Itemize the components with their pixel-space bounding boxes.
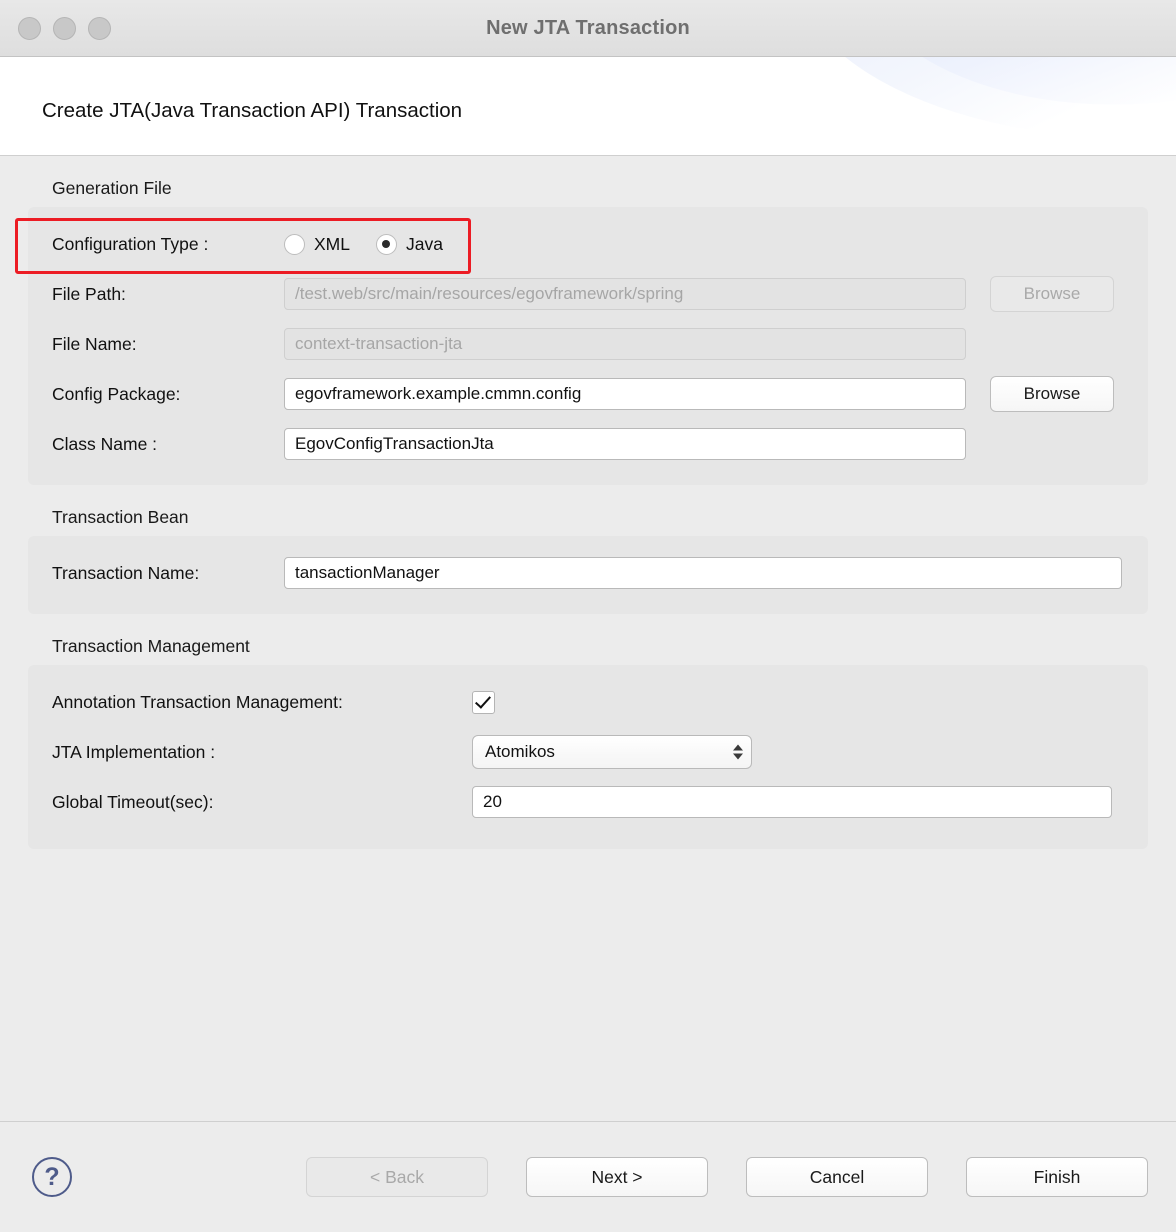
minimize-window-button[interactable] (53, 17, 76, 40)
config-type-option-java[interactable] (376, 234, 443, 255)
file-path-label: File Path: (52, 283, 126, 304)
file-name-label: File Name: (52, 333, 137, 354)
class-name-input[interactable] (284, 428, 966, 460)
generation-file-group-label: Generation File (52, 178, 172, 198)
transaction-management-panel (28, 665, 1148, 849)
dialog-header (0, 57, 1176, 156)
next-button[interactable]: Next > (526, 1157, 708, 1197)
config-package-label: Config Package: (52, 383, 181, 404)
title-bar (0, 0, 1176, 57)
generation-file-panel (28, 207, 1148, 485)
config-package-browse-button[interactable]: Browse (990, 376, 1114, 412)
jta-implementation-select[interactable] (472, 735, 752, 769)
window-title: New JTA Transaction (486, 16, 690, 39)
file-name-row (28, 319, 1148, 369)
annotation-transaction-checkbox[interactable] (472, 691, 495, 714)
footer-button-group (306, 1157, 1148, 1197)
radio-xml-icon[interactable] (284, 234, 305, 255)
config-type-label: Configuration Type : (52, 233, 209, 254)
radio-java-icon[interactable] (376, 234, 397, 255)
finish-button[interactable]: Finish (966, 1157, 1148, 1197)
annotation-transaction-label: Annotation Transaction Management: (52, 691, 343, 712)
radio-xml-label: XML (314, 233, 350, 254)
config-type-option-xml[interactable] (284, 234, 350, 255)
transaction-name-row (28, 548, 1148, 598)
cancel-button[interactable]: Cancel (746, 1157, 928, 1197)
jta-implementation-label: JTA Implementation : (52, 741, 216, 762)
back-button[interactable]: < Back (306, 1157, 488, 1197)
file-path-browse-button[interactable]: Browse (990, 276, 1114, 312)
close-window-button[interactable] (18, 17, 41, 40)
global-timeout-row (28, 777, 1148, 827)
chevron-updown-icon (733, 745, 743, 760)
transaction-management-group-label: Transaction Management (52, 636, 250, 656)
global-timeout-label: Global Timeout(sec): (52, 791, 214, 812)
window-controls (18, 17, 111, 40)
config-package-input[interactable] (284, 378, 966, 410)
jta-implementation-row (28, 727, 1148, 777)
transaction-name-input[interactable] (284, 557, 1122, 589)
transaction-bean-panel (28, 536, 1148, 614)
transaction-bean-group-label: Transaction Bean (52, 507, 189, 527)
file-path-input[interactable] (284, 278, 966, 310)
radio-java-label: Java (405, 233, 443, 254)
annotation-transaction-row (28, 677, 1148, 727)
page-title: Create JTA(Java Transaction API) Transaction (42, 99, 463, 122)
zoom-window-button[interactable] (88, 17, 111, 40)
class-name-label: Class Name : (52, 433, 158, 454)
jta-implementation-value: Atomikos (485, 742, 555, 761)
help-icon[interactable]: ? (32, 1157, 72, 1197)
file-name-input[interactable] (284, 328, 966, 360)
class-name-row (28, 419, 1148, 469)
dialog-footer (0, 1121, 1176, 1232)
dialog-body (0, 156, 1176, 1121)
config-package-row (28, 369, 1148, 419)
global-timeout-input[interactable] (472, 786, 1112, 818)
config-type-row (28, 219, 1148, 269)
file-path-row (28, 269, 1148, 319)
transaction-name-label: Transaction Name: (52, 562, 200, 583)
